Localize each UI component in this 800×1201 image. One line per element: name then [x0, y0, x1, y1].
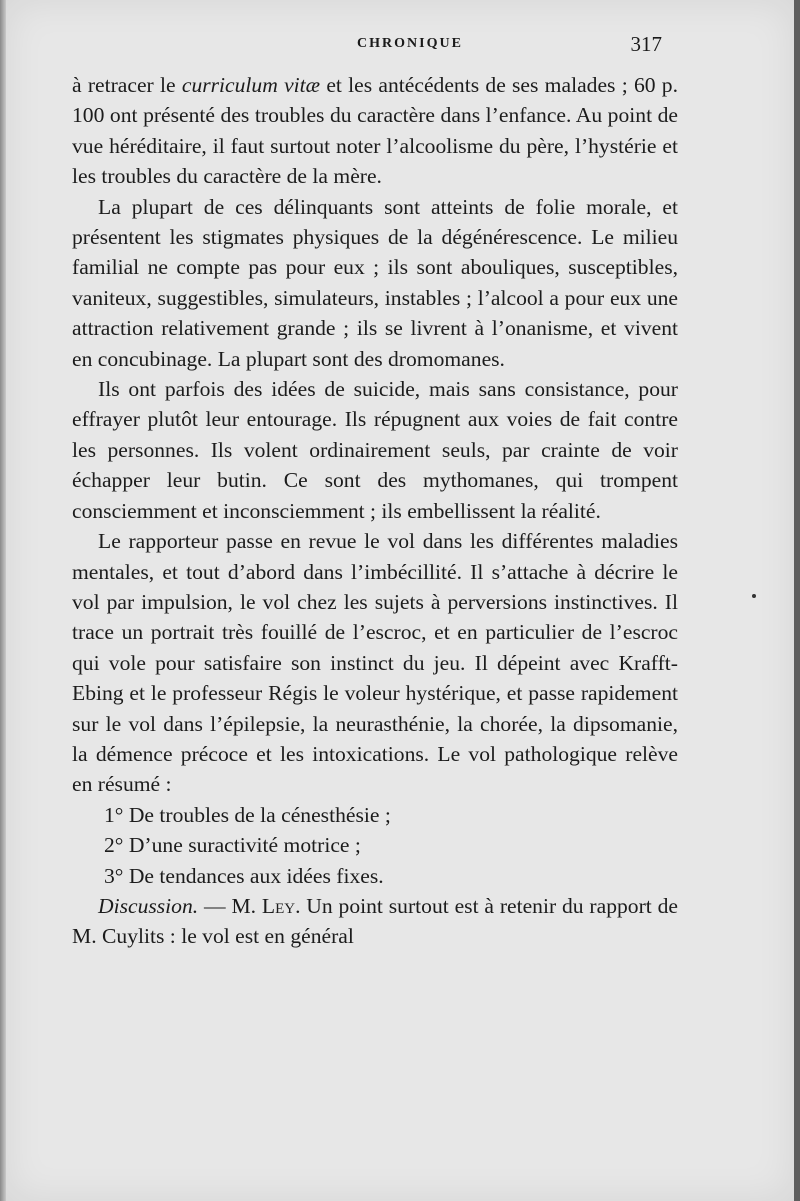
- paragraph-1-rest: et les antécédents de ses malades ; 60 p. 100 ont présenté des troubles du caractère dans l’enfance. Au point de vue héréditaire, il faut surtout noter l’alcoolisme du père, l’hystérie et les troubles du caractère de la mère.: [72, 73, 678, 189]
- speaker-name: Ley: [261, 893, 296, 918]
- book-page: [6, 0, 794, 1201]
- running-head: CHRONIQUE: [357, 36, 463, 51]
- list-item-2: 2° D’une suractivité motrice ;: [104, 833, 361, 858]
- list-item-3: 3° De tendances aux idées fixes.: [104, 863, 384, 888]
- paragraph-4: Le rapporteur passe en revue le vol dans les différentes maladies mentales, et tout d’abord dans l’imbécillité. Il s’attache à décrire le vol par impulsion, le vol chez les sujets à perversions instinctives. Il trace un portrait très fouillé de l’escroc, et en particulier de l’escroc qui vole pour satisfaire son instinct du jeu. Il dépeint avec Krafft-Ebing et le professeur Régis le voleur hystérique, et passe rapidement sur le vol dans l’épilepsie, la neurasthénie, la chorée, la dipsomanie, la démence précoce et les intoxications. Le vol pathologique relève en résumé :: [72, 529, 678, 797]
- discussion-label: Discussion.: [98, 893, 199, 918]
- paragraph-2: La plupart de ces délinquants sont atteints de folie morale, et présentent les stigmates physiques de la dégénérescence. Le milieu familial ne compte pas pour eux ; ils sont abouliques, susceptibles, vaniteux, suggestibles, simulateurs, instables ; l’alcool a pour eux une attraction relativement grande ; ils se livrent à l’onanisme, et vivent en concubinage. La plupart sont des dromomanes.: [72, 194, 678, 371]
- paragraph-1: [72, 70, 678, 192]
- discussion-text: . Un point surtout est à retenir du rapport de M. Cuylits : le vol est en général: [72, 893, 679, 949]
- list-item-1: 1° De troubles de la cénesthésie ;: [104, 802, 391, 827]
- latin-term: curriculum vitæ: [181, 73, 321, 97]
- discussion-dash: — M.: [198, 893, 262, 918]
- page-header: [6, 34, 794, 64]
- paragraph-3: Ils ont parfois des idées de suicide, mais sans consistance, pour effrayer plutôt leur entourage. Ils répugnent aux voies de fait contre les personnes. Ils volent ordinairement seuls, par crainte de voir échapper leur butin. Ce sont des mythomanes, qui trompent consciemment et inconsciemment ; ils embellissent la réalité.: [72, 377, 678, 523]
- paragraph-1-start: à retracer le: [72, 73, 182, 97]
- body-text: [72, 70, 678, 952]
- discussion-paragraph: [72, 891, 678, 952]
- ink-spot: [752, 594, 756, 598]
- page-number: 317: [630, 32, 662, 56]
